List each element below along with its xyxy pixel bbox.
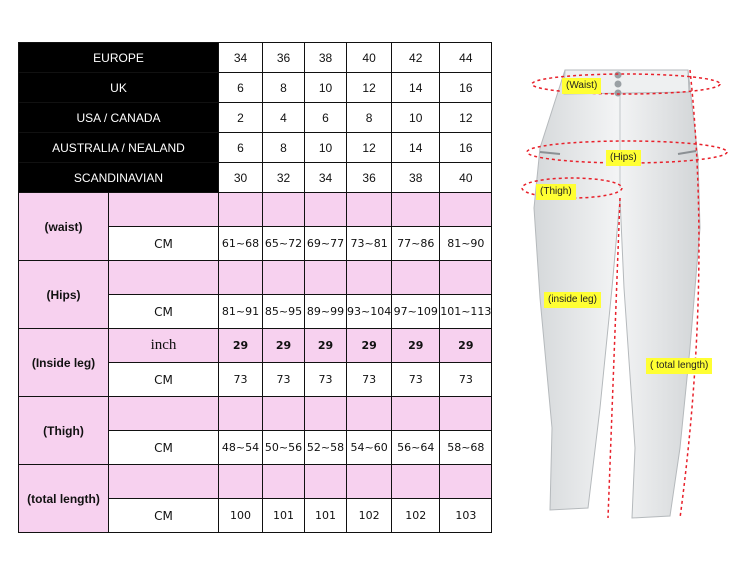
- value-cell: 73: [305, 363, 347, 397]
- value-cell: 81~91: [219, 295, 263, 329]
- value-cell: 29: [219, 329, 263, 363]
- value-cell: 85~95: [263, 295, 305, 329]
- thigh-spacer-row: [19, 397, 492, 431]
- value-cell: 61~68: [219, 227, 263, 261]
- label-hips: (Hips): [606, 150, 641, 166]
- value-cell: 29: [392, 329, 440, 363]
- value-cell: 81~90: [440, 227, 492, 261]
- value-cell: 101: [263, 499, 305, 533]
- size-cell: 16: [440, 133, 492, 163]
- unit-label: CM: [109, 227, 219, 261]
- size-cell: 12: [440, 103, 492, 133]
- size-cell: 8: [347, 103, 392, 133]
- region-label: SCANDINAVIAN: [19, 163, 219, 193]
- value-cell: 73: [347, 363, 392, 397]
- value-cell: 52~58: [305, 431, 347, 465]
- value-cell: 29: [305, 329, 347, 363]
- region-label: EUROPE: [19, 43, 219, 73]
- hips-spacer-row: [19, 261, 492, 295]
- measure-label-inside-leg: (Inside leg): [19, 329, 109, 397]
- value-cell: 73: [219, 363, 263, 397]
- region-label: UK: [19, 73, 219, 103]
- size-cell: 10: [305, 133, 347, 163]
- unit-label: CM: [109, 499, 219, 533]
- label-waist: (Waist): [562, 78, 601, 94]
- value-cell: 65~72: [263, 227, 305, 261]
- value-cell: 73: [263, 363, 305, 397]
- size-cell: 38: [392, 163, 440, 193]
- value-cell: 69~77: [305, 227, 347, 261]
- value-cell: 97~109: [392, 295, 440, 329]
- label-inside-leg: (inside leg): [544, 292, 601, 308]
- value-cell: 29: [263, 329, 305, 363]
- size-cell: 14: [392, 133, 440, 163]
- measure-label-total-length: (total length): [19, 465, 109, 533]
- waist-spacer-row: [19, 193, 492, 227]
- measure-label-thigh: (Thigh): [19, 397, 109, 465]
- unit-label-inch: inch: [109, 329, 219, 363]
- size-cell: 2: [219, 103, 263, 133]
- value-cell: 73~81: [347, 227, 392, 261]
- region-label: USA / CANADA: [19, 103, 219, 133]
- region-row-scandinavian: [19, 163, 492, 193]
- value-cell: 102: [392, 499, 440, 533]
- jeans-measurement-diagram: [520, 48, 750, 538]
- size-cell: 36: [263, 43, 305, 73]
- size-cell: 12: [347, 133, 392, 163]
- value-cell: 89~99: [305, 295, 347, 329]
- size-cell: 40: [347, 43, 392, 73]
- value-cell: 100: [219, 499, 263, 533]
- value-cell: 29: [440, 329, 492, 363]
- size-cell: 6: [305, 103, 347, 133]
- size-cell: 34: [305, 163, 347, 193]
- unit-label: CM: [109, 363, 219, 397]
- size-cell: 4: [263, 103, 305, 133]
- size-cell: 8: [263, 73, 305, 103]
- value-cell: 102: [347, 499, 392, 533]
- size-cell: 10: [392, 103, 440, 133]
- size-cell: 44: [440, 43, 492, 73]
- label-total-length: ( total length): [646, 358, 712, 374]
- value-cell: 77~86: [392, 227, 440, 261]
- size-cell: 8: [263, 133, 305, 163]
- value-cell: 58~68: [440, 431, 492, 465]
- value-cell: 50~56: [263, 431, 305, 465]
- value-cell: 29: [347, 329, 392, 363]
- value-cell: 73: [440, 363, 492, 397]
- size-chart-table: [18, 42, 492, 533]
- unit-label: CM: [109, 295, 219, 329]
- inside-leg-inch-row: [19, 329, 492, 363]
- region-label: AUSTRALIA / NEALAND: [19, 133, 219, 163]
- total-length-spacer-row: [19, 465, 492, 499]
- size-cell: 40: [440, 163, 492, 193]
- size-cell: 34: [219, 43, 263, 73]
- value-cell: 93~104: [347, 295, 392, 329]
- value-cell: 56~64: [392, 431, 440, 465]
- value-cell: 101~113: [440, 295, 492, 329]
- size-cell: 30: [219, 163, 263, 193]
- region-row-australia: [19, 133, 492, 163]
- size-cell: 38: [305, 43, 347, 73]
- size-cell: 36: [347, 163, 392, 193]
- size-cell: 6: [219, 73, 263, 103]
- region-row-europe: [19, 43, 492, 73]
- region-row-uk: [19, 73, 492, 103]
- size-cell: 10: [305, 73, 347, 103]
- measure-label-waist: (waist): [19, 193, 109, 261]
- size-cell: 6: [219, 133, 263, 163]
- label-thigh: (Thigh): [536, 184, 576, 200]
- value-cell: 48~54: [219, 431, 263, 465]
- size-cell: 14: [392, 73, 440, 103]
- value-cell: 101: [305, 499, 347, 533]
- size-cell: 16: [440, 73, 492, 103]
- measure-label-hips: (Hips): [19, 261, 109, 329]
- value-cell: 103: [440, 499, 492, 533]
- region-row-usa-canada: [19, 103, 492, 133]
- size-cell: 12: [347, 73, 392, 103]
- size-cell: 32: [263, 163, 305, 193]
- value-cell: 73: [392, 363, 440, 397]
- unit-label: CM: [109, 431, 219, 465]
- value-cell: 54~60: [347, 431, 392, 465]
- size-cell: 42: [392, 43, 440, 73]
